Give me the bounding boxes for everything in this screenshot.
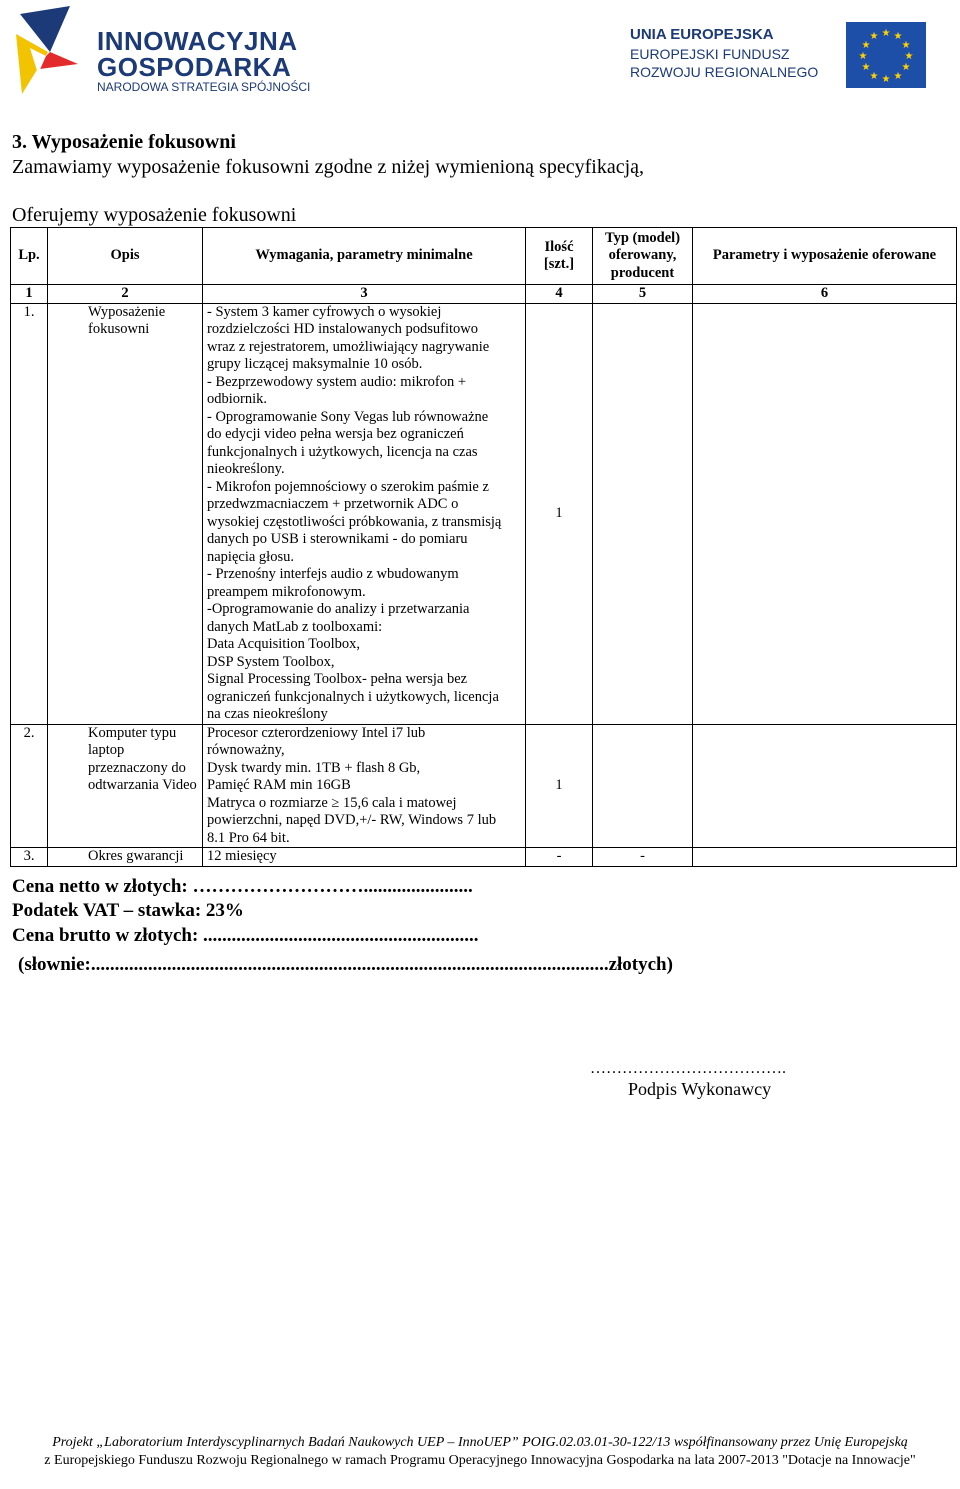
row-typ: - xyxy=(593,848,693,867)
requirement-line: - Przenośny interfejs audio z wbudowanym xyxy=(207,566,459,582)
row-parametry xyxy=(693,303,957,724)
amount-in-words: (słownie:.............................................................................................................złotych) xyxy=(18,954,673,975)
column-number: 5 xyxy=(593,285,693,304)
requirement-line: danych po USB i sterownikami - do pomiaru xyxy=(207,531,468,547)
offer-title: Oferujemy wyposażenie fokusowni xyxy=(12,204,297,226)
svg-text:★: ★ xyxy=(869,71,879,82)
table-row xyxy=(11,303,957,724)
row-typ xyxy=(593,724,693,848)
requirement-line: nieokreślony. xyxy=(207,461,285,477)
requirement-line: grupy liczącej maksymalnie 10 osób. xyxy=(207,356,423,372)
requirement-line: - Oprogramowanie Sony Vegas lub równoważne xyxy=(207,408,489,425)
row-lp: 1. xyxy=(11,303,48,724)
ue-title: UNIA EUROPEJSKA xyxy=(630,26,774,43)
header-opis: Opis xyxy=(48,228,203,285)
row-ilosc: 1 xyxy=(526,724,593,848)
requirement-line: Signal Processing Toolbox- pełna wersja bez xyxy=(207,671,468,687)
ig-title-line2: GOSPODARKA xyxy=(97,52,292,82)
svg-text:★: ★ xyxy=(901,62,911,73)
column-number: 2 xyxy=(48,285,203,304)
header-typ xyxy=(593,228,693,285)
row-typ xyxy=(593,303,693,724)
svg-text:★: ★ xyxy=(861,62,871,73)
requirement-line: funkcjonalnych i użytkowych, licencja na czas xyxy=(207,443,478,460)
header-wymagania: Wymagania, parametry minimalne xyxy=(203,228,526,285)
row-opis: Wyposażenie fokusowni xyxy=(48,303,203,724)
svg-text:★: ★ xyxy=(881,28,891,39)
requirement-line: wysokiej częstotliwości próbkowania, z transmisją xyxy=(207,513,502,530)
svg-text:★: ★ xyxy=(858,51,868,62)
row-lp: 3. xyxy=(11,848,48,867)
header-ilosc-line1: Ilość xyxy=(544,238,574,255)
row-ilosc: - xyxy=(526,848,593,867)
requirement-line: odbiornik. xyxy=(207,391,268,407)
row-wymagania xyxy=(203,303,526,724)
ig-star-icon xyxy=(12,4,82,100)
innowacyjna-gospodarka-logo xyxy=(12,4,312,100)
requirement-line: - System 3 kamer cyfrowych o wysokiej xyxy=(207,303,442,320)
footer-project-line: Projekt „Laboratorium Interdyscyplinarnych Badań Naukowych UEP – InnoUEP” POIG.02.03.01-30-122/13 współfinansowany przez Unię Europejską xyxy=(52,1435,908,1450)
requirement-line: równoważny, xyxy=(207,742,285,758)
requirement-line: - Mikrofon pojemnościowy o szerokim paśmie z xyxy=(207,478,489,495)
header-typ-line3: producent xyxy=(610,264,675,281)
header-ilosc xyxy=(526,228,593,285)
svg-text:★: ★ xyxy=(893,31,903,42)
header-typ-line1: Typ (model) xyxy=(604,229,681,246)
table-header-row xyxy=(11,228,957,285)
row-lp: 2. xyxy=(11,724,48,848)
page-header xyxy=(0,0,960,110)
ue-subtitle-line1: EUROPEJSKI FUNDUSZ xyxy=(630,46,790,62)
requirement-line: napięcia głosu. xyxy=(207,548,294,565)
svg-text:★: ★ xyxy=(869,31,879,42)
ig-subtitle: NARODOWA STRATEGIA SPÓJNOŚCI xyxy=(97,80,311,94)
row-opis: Okres gwarancji xyxy=(48,848,203,867)
specification-table xyxy=(10,227,957,867)
footer-funding-line: z Europejskiego Funduszu Rozwoju Regionalnego w ramach Programu Operacyjnego Innowacyjna Gospodarka na lata 2007-2013 "Dotacje na Innowacje" xyxy=(44,1453,916,1468)
row-ilosc: 1 xyxy=(526,303,593,724)
section-title: 3. Wyposażenie fokusowni xyxy=(12,131,236,153)
column-number: 1 xyxy=(11,285,48,304)
section-intro: Zamawiamy wyposażenie fokusowni zgodne z niżej wymienioną specyfikacją, xyxy=(12,156,645,178)
requirement-line: do edycji video pełna wersja bez ograniczeń xyxy=(207,426,464,442)
requirement-line: Pamięć RAM min 16GB xyxy=(207,777,351,793)
requirement-line: rozdzielczości HD instalowanych podsufitowo xyxy=(207,321,478,337)
requirement-line: ograniczeń funkcjonalnych i użytkowych, licencja xyxy=(207,688,499,705)
requirement-line: Procesor czterordzeniowy Intel i7 lub xyxy=(207,724,426,741)
row-wymagania xyxy=(203,848,526,867)
requirement-line: Dysk twardy min. 1TB + flash 8 Gb, xyxy=(207,759,421,776)
requirement-line: 12 miesięcy xyxy=(207,848,277,864)
requirement-line: przedwzmacniaczem + przetwornik ADC o xyxy=(207,496,459,512)
svg-text:★: ★ xyxy=(861,40,871,51)
signature-line: ………………………………. xyxy=(590,1060,786,1077)
row-opis: Komputer typu laptop przeznaczony do odtwarzania Video xyxy=(48,724,203,848)
signature-label: Podpis Wykonawcy xyxy=(628,1079,772,1099)
requirement-line: na czas nieokreślony xyxy=(207,706,328,722)
net-price: Cena netto w złotych: ………………………....................... xyxy=(12,876,473,897)
column-number: 3 xyxy=(203,285,526,304)
table-row xyxy=(11,848,957,867)
table-row xyxy=(11,724,957,848)
requirement-line: -Oprogramowanie do analizy i przetwarzania xyxy=(207,601,470,617)
column-number: 6 xyxy=(693,285,957,304)
requirement-line: Data Acquisition Toolbox, xyxy=(207,636,360,652)
header-ilosc-line2: [szt.] xyxy=(543,256,575,272)
header-lp: Lp. xyxy=(11,228,48,285)
column-number: 4 xyxy=(526,285,593,304)
requirement-line: - Bezprzewodowy system audio: mikrofon + xyxy=(207,373,467,390)
requirement-line: wraz z rejestratorem, umożliwiający nagrywanie xyxy=(207,338,490,355)
svg-text:★: ★ xyxy=(901,40,911,51)
requirement-line: Matryca o rozmiarze ≥ 15,6 cala i matowej xyxy=(207,794,457,811)
eu-flag-icon xyxy=(846,22,926,88)
svg-text:★: ★ xyxy=(893,71,903,82)
requirement-line: DSP System Toolbox, xyxy=(207,653,335,670)
row-wymagania xyxy=(203,724,526,848)
requirement-line: 8.1 Pro 64 bit. xyxy=(207,829,290,846)
svg-text:★: ★ xyxy=(904,51,914,62)
row-parametry xyxy=(693,724,957,848)
svg-text:★: ★ xyxy=(881,74,891,85)
header-typ-line2: oferowany, xyxy=(608,247,677,264)
requirement-line: preampem mikrofonowym. xyxy=(207,583,366,600)
requirement-line: danych MatLab z toolboxami: xyxy=(207,618,383,635)
header-parametry: Parametry i wyposażenie oferowane xyxy=(693,228,957,285)
ig-title-line1: INNOWACYJNA xyxy=(97,26,298,56)
page-footer xyxy=(0,1434,960,1470)
row-parametry xyxy=(693,848,957,867)
ue-subtitle-line2: ROZWOJU REGIONALNEGO xyxy=(630,64,819,80)
requirement-line: powierzchni, napęd DVD,+/- RW, Windows 7 lub xyxy=(207,812,497,828)
column-number-row xyxy=(11,285,957,304)
gross-price: Cena brutto w złotych: .......................................................... xyxy=(12,925,479,946)
vat-rate: Podatek VAT – stawka: 23% xyxy=(12,900,244,921)
eu-fund-logo xyxy=(630,22,930,92)
